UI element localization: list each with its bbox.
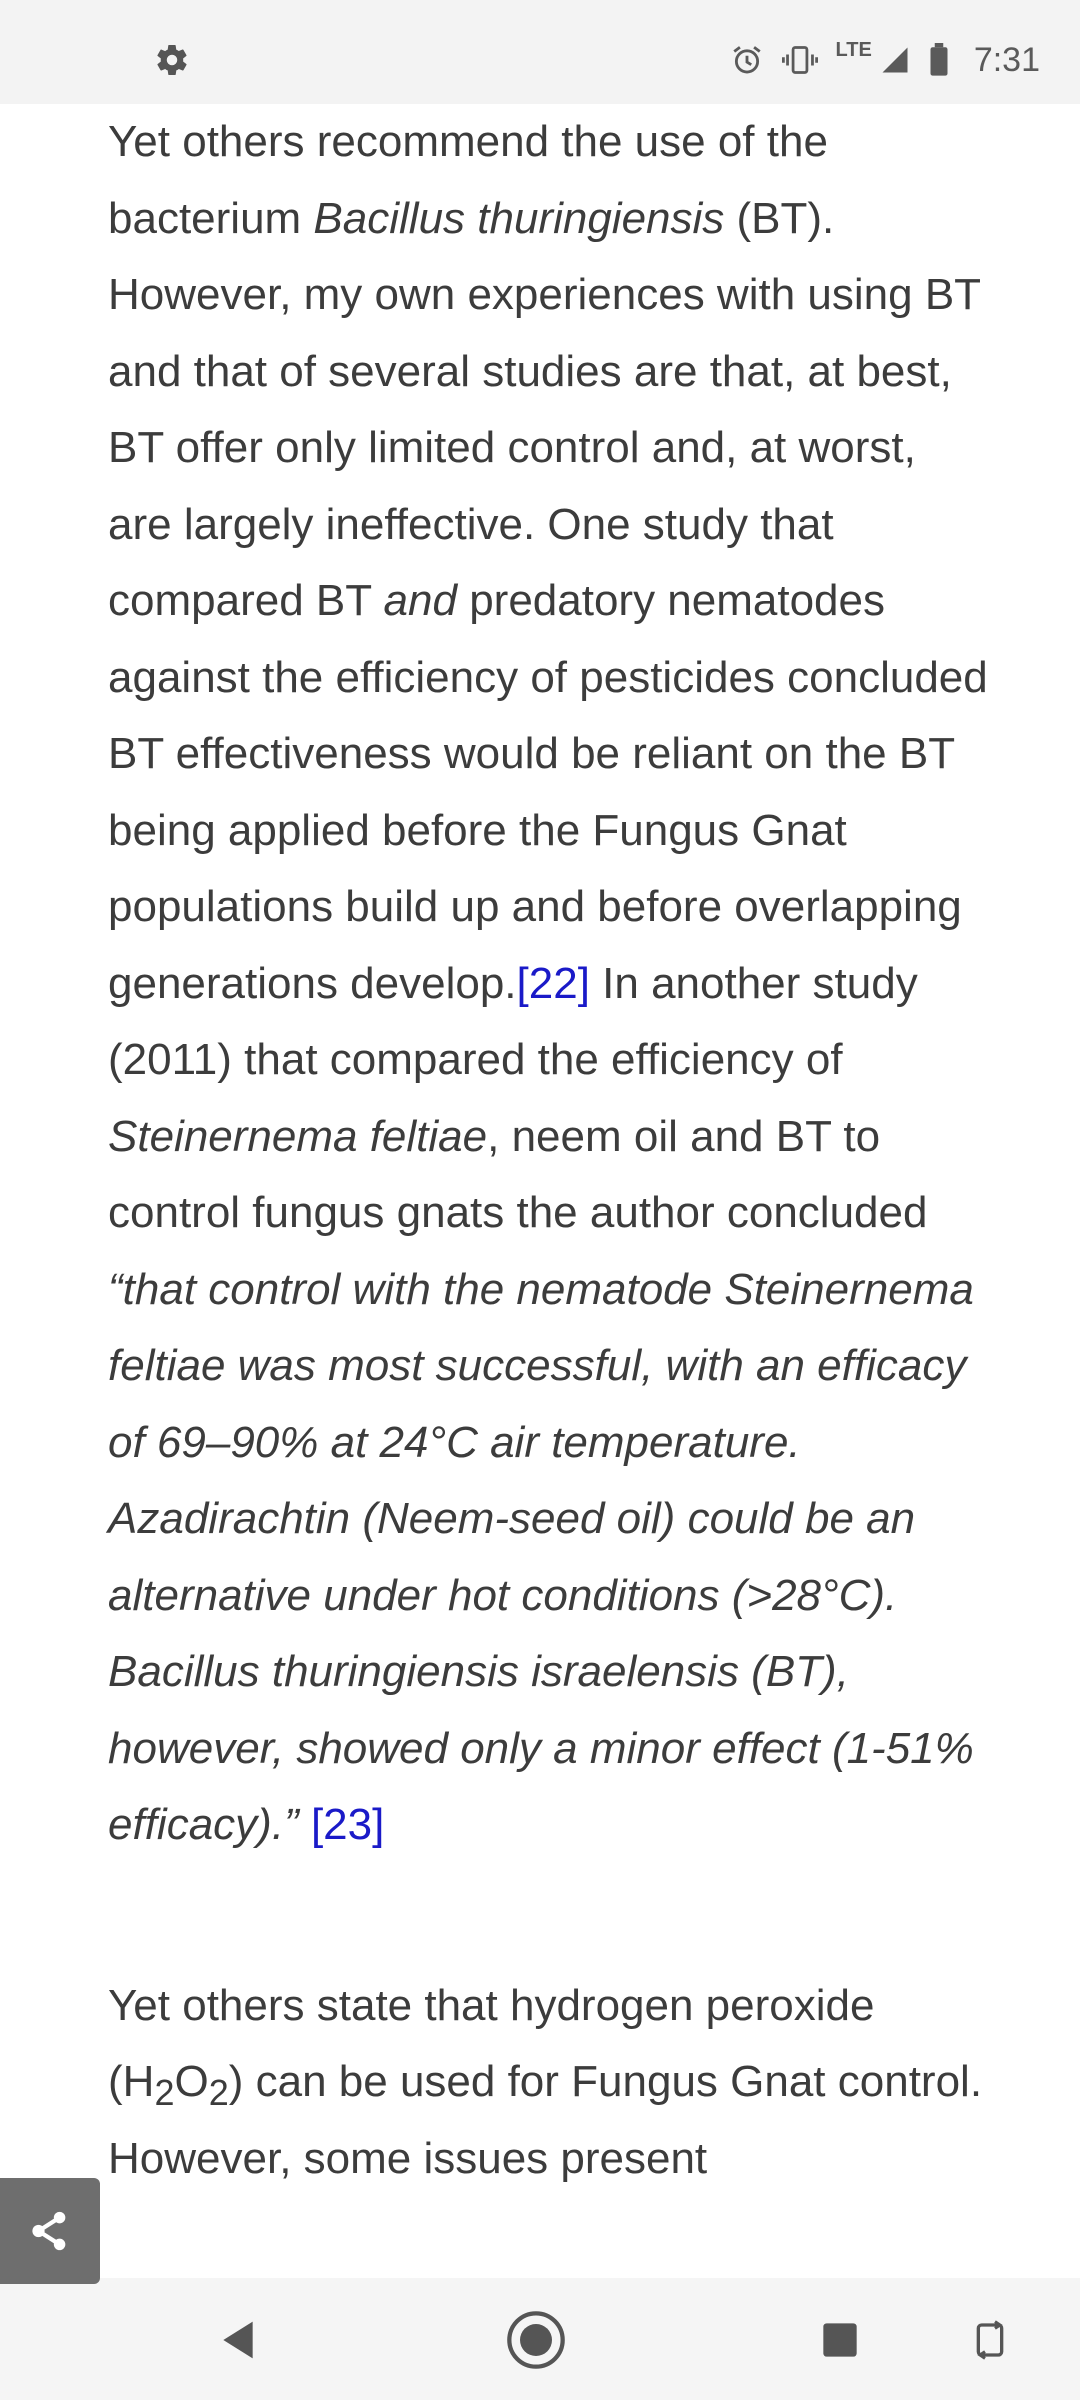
text-span: In another study (2011) that compared the efficiency of — [108, 958, 918, 1084]
text-span: (BT). However, my own experiences with using BT and that of several studies are that, at best, BT offer only limited control and, at worst, are largely ineffective. One study that compared BT — [108, 193, 981, 625]
article-paragraph — [108, 1968, 988, 2198]
home-icon — [504, 2304, 568, 2376]
home-button[interactable] — [504, 2308, 568, 2372]
text-span: predatory nematodes against the efficiency of pesticides concluded BT effectiveness would be reliant on the BT being applied before the Fungus Gnat populations build up and before overlapping generations develop. — [108, 576, 988, 1008]
text-span: ) can be used for Fungus Gnat control. However, some issues present — [108, 2057, 983, 2183]
network-type: LTE — [835, 38, 872, 61]
status-bar — [0, 0, 1080, 104]
settings-icon — [154, 42, 190, 78]
article-body — [108, 104, 988, 2197]
text-span: Yet others recommend the use of the bacterium — [108, 117, 828, 243]
clock: 7:31 — [973, 40, 1040, 79]
back-icon — [216, 2318, 260, 2362]
text-span: Bacillus thuringiensis — [313, 193, 725, 243]
text-span: Yet others state that hydrogen peroxide (H — [108, 1980, 875, 2106]
back-button[interactable] — [206, 2308, 270, 2372]
citation-link-22[interactable]: [22] — [516, 958, 590, 1008]
text-span: and — [383, 576, 457, 625]
rotate-button[interactable] — [958, 2308, 1022, 2372]
recents-icon — [820, 2320, 860, 2360]
subscript: 2 — [154, 2072, 175, 2113]
text-span: Steinernema feltiae — [108, 1111, 488, 1161]
share-icon — [27, 2208, 73, 2254]
vibrate-icon — [782, 43, 818, 77]
article-paragraph — [108, 104, 988, 1864]
navigation-bar — [0, 2278, 1080, 2400]
alarm-icon — [730, 43, 764, 77]
text-span: O — [174, 2057, 209, 2106]
signal-icon — [880, 44, 910, 76]
citation-link-23[interactable]: [23] — [310, 1800, 385, 1849]
battery-icon — [928, 43, 950, 77]
subscript: 2 — [208, 2072, 229, 2113]
recents-button[interactable] — [808, 2308, 872, 2372]
quote-text: “that control with the nematode Steinernema feltiae was most successful, with an efficacy of 69–90% at 24°C air temperature. Azadirachtin (Neem-seed oil) could be an alternative under hot conditions (>28°C). Bacillus thuringiensis israelensis (BT), however, showed only a minor effect (1-51% efficacy).” — [108, 1264, 974, 1849]
text-span: , neem oil and BT to control fungus gnats the author concluded — [108, 1111, 928, 1237]
share-button[interactable] — [0, 2178, 100, 2284]
rotate-icon — [970, 2318, 1010, 2362]
